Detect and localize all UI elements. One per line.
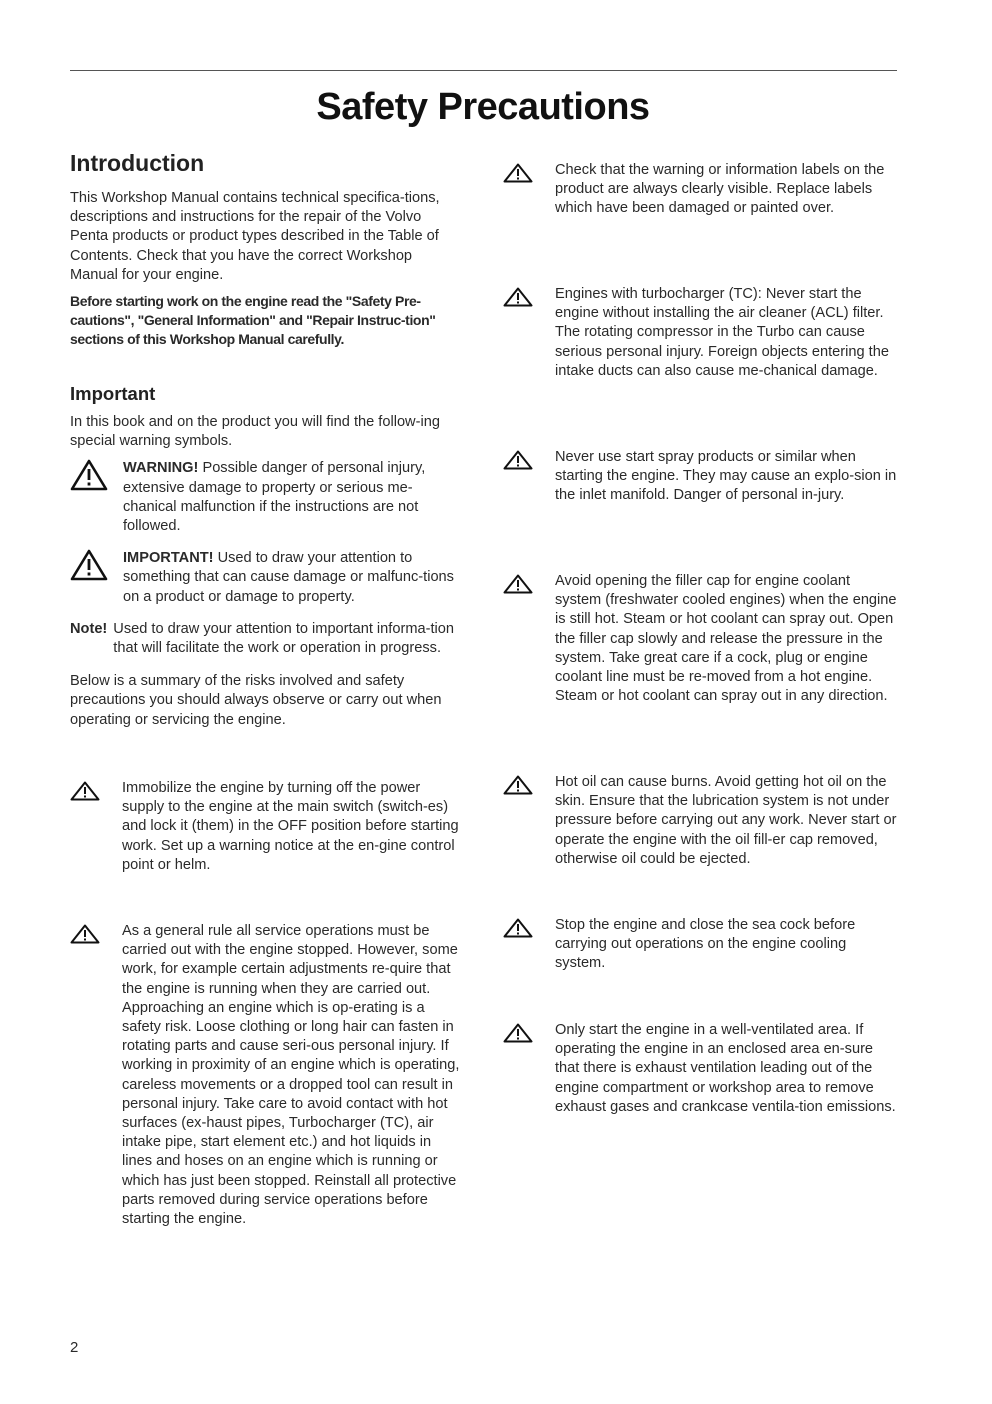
- warning-triangle-icon: [70, 922, 122, 1229]
- safety-item-text: Check that the warning or information labels on the product are always clearly visible. Replace labels which have been damaged or painted over.: [555, 162, 885, 217]
- note-explanation: [70, 620, 462, 658]
- safety-item: [503, 773, 897, 869]
- note-text: Used to draw your attention to important informa-tion that will facilitate the work or operation in progress.: [113, 620, 454, 657]
- introduction-heading: Introduction: [70, 150, 205, 176]
- warning-triangle-icon: [503, 285, 555, 381]
- safety-item-text: Immobilize the engine by turning off the power supply to the engine at the main switch (switch-es) and lock it (them) in the OFF position before starting work. Set up a warning notice at the en-gine control point or helm.: [122, 780, 459, 873]
- warning-triangle-icon: [70, 459, 123, 491]
- page-title: Safety Precautions: [316, 86, 650, 128]
- safety-item-text: Hot oil can cause burns. Avoid getting hot oil on the skin. Ensure that the lubrication system is not under pressure before carrying out any work. Never start or operate the engine with the oil fill-er cap removed, otherwise oil could be ejected.: [555, 774, 897, 867]
- safety-item: [503, 916, 897, 974]
- warning-triangle-icon: [503, 1021, 555, 1117]
- note-label: Note!: [70, 620, 108, 637]
- page-number: 2: [70, 1339, 79, 1356]
- important-label: IMPORTANT!: [123, 550, 214, 567]
- introduction-paragraph: This Workshop Manual contains technical specifica-tions, descriptions and instructions for the repair of the Volvo Penta products or product types described in the Table of Contents. Check that you have the correct Workshop Manual for your engine.: [70, 190, 440, 283]
- safety-item-text: As a general rule all service operations must be carried out with the engine stopped. However, some work, for example certain adjustments re-quire that the engine is running when they are carried out. Approaching an engine which is op-erating is a safety risk. Loose clothing or long hair can fasten in rotating parts and cause seri-ous personal injury. If working in proximity of an engine which is operating, careless movements or a dropped tool can result in personal injury. Take care to avoid contact with hot surfaces (ex-haust pipes, Turbocharger (TC), air intake pipe, start element etc.) and hot liquids in lines and hoses on an engine which is running or which has just been stopped. Reinstall all protective parts removed during service operations before starting the engine.: [122, 923, 460, 1228]
- important-heading: Important: [70, 383, 156, 405]
- safety-item-text: Never use start spray products or similar when starting the engine. They may cause an explo-sion in the inlet manifold. Danger of personal in-jury.: [555, 449, 897, 504]
- warning-symbol-explanation: [70, 459, 462, 536]
- top-rule: [70, 70, 897, 71]
- safety-item: [503, 285, 897, 381]
- safety-item-text: Engines with turbocharger (TC): Never start the engine without installing the air cleaner (ACL) filter. The rotating compressor in the Turbo can cause serious personal injury. Foreign objects entering the intake ducts can also cause me-chanical damage.: [555, 286, 889, 379]
- safety-item: [70, 922, 462, 1229]
- warning-triangle-icon: [503, 448, 555, 506]
- warning-text: Possible danger of personal injury, extensive damage to property or serious me-chanical malfunction if the instructions are not followed.: [123, 460, 426, 535]
- safety-item: [70, 779, 462, 875]
- safety-item-text: Avoid opening the filler cap for engine coolant system (freshwater cooled engines) when the engine is still hot. Steam or hot coolant can spray out. Open the filler cap slowly and release the pressure in the system. Take great care if a cock, plug or engine coolant line must be re-moved from a hot engine. Steam or hot coolant can spray out in any direction.: [555, 573, 897, 705]
- safety-item: [503, 161, 897, 219]
- important-paragraph: In this book and on the product you will find the follow-ing special warning symbols.: [70, 414, 440, 450]
- safety-item-text: Stop the engine and close the sea cock before carrying out operations on the engine cooling system.: [555, 917, 856, 972]
- warning-triangle-icon: [70, 779, 122, 875]
- important-symbol-explanation: [70, 549, 462, 607]
- warning-triangle-icon: [503, 161, 555, 219]
- warning-triangle-icon: [70, 549, 123, 581]
- safety-item-text: Only start the engine in a well-ventilated area. If operating the engine in an enclosed area en-sure that there is exhaust ventilation leading out of the engine compartment or workshop area to remove exhaust gases and crankcase ventila-tion emissions.: [555, 1022, 896, 1115]
- important-text: Used to draw your attention to something that can cause damage or malfunc-tions on a product or damage to property.: [123, 550, 454, 605]
- warning-triangle-icon: [503, 916, 555, 974]
- summary-paragraph: Below is a summary of the risks involved and safety precautions you should always observe or carry out when operating or servicing the engine.: [70, 673, 442, 728]
- safety-item: [503, 1021, 897, 1117]
- left-column: [70, 150, 462, 730]
- read-first-note: Before starting work on the engine read the "Safety Pre-cautions", "General Information" and "Repair Instruc-tion" sections of this Workshop Manual carefully.: [70, 293, 436, 348]
- warning-triangle-icon: [503, 773, 555, 869]
- safety-item: [503, 448, 897, 506]
- warning-triangle-icon: [503, 572, 555, 706]
- warning-label: WARNING!: [123, 460, 199, 477]
- safety-item: [503, 572, 897, 706]
